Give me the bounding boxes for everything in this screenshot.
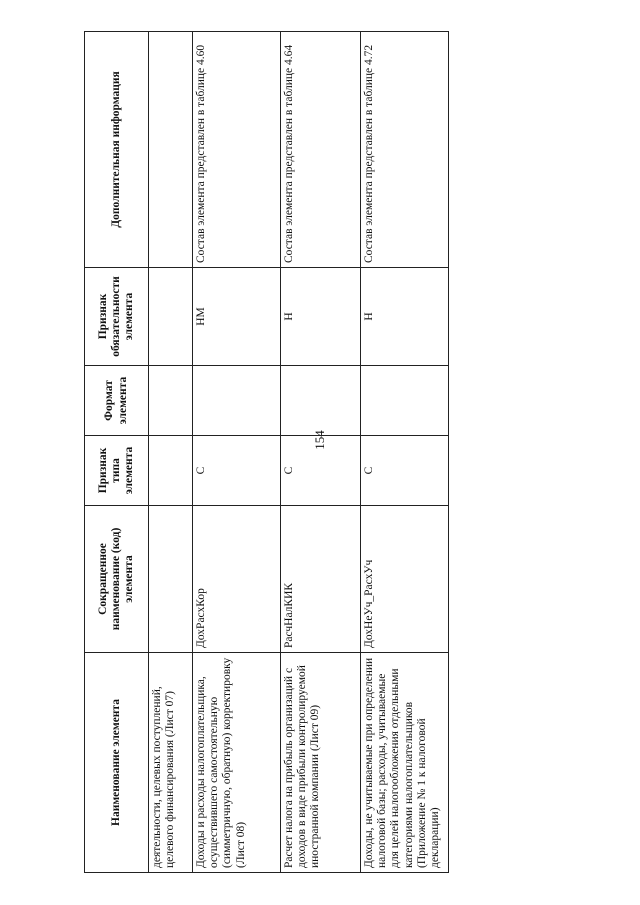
header-info: Дополнительная информация [85,32,149,268]
cell-name: деятельности, целевых поступлений, целевого финансирования (Лист 07) [149,653,193,873]
table-header-row [85,32,149,873]
cell-type [149,436,193,506]
cell-format [281,366,361,436]
cell-required: Н [361,268,449,366]
table-row [361,32,449,873]
cell-code: ДохНеУч_РасхУч [361,506,449,653]
cell-code: ДохРасхКор [193,506,281,653]
rotated-table-frame [84,32,448,873]
cell-code: РасчНалКИК [281,506,361,653]
cell-format [193,366,281,436]
cell-info: Состав элемента представлен в таблице 4.64 [281,32,361,268]
cell-info: Состав элемента представлен в таблице 4.60 [193,32,281,268]
elements-table [84,31,449,873]
cell-name: Расчет налога на прибыль организаций с доходов в виде прибыли контролируемой иностранной компании (Лист 09) [281,653,361,873]
cell-required: Н [281,268,361,366]
table-container [84,32,448,873]
table-row [149,32,193,873]
header-type: Признак типа элемента [85,436,149,506]
page-number: 154 [312,430,327,450]
cell-code [149,506,193,653]
cell-required: НМ [193,268,281,366]
header-format: Формат элемента [85,366,149,436]
cell-info: Состав элемента представлен в таблице 4.72 [361,32,449,268]
cell-required [149,268,193,366]
cell-type: С [361,436,449,506]
cell-format [149,366,193,436]
header-name: Наименование элемента [85,653,149,873]
header-code: Сокращенное наименование (код) элемента [85,506,149,653]
cell-name: Доходы и расходы налогоплательщика, осуществившего самостоятельную (симметричную, обратную) корректировку (Лист 08) [193,653,281,873]
table-row [281,32,361,873]
header-required: Признак обязательности элемента [85,268,149,366]
table-row [193,32,281,873]
cell-info [149,32,193,268]
cell-type: С [281,436,361,506]
cell-format [361,366,449,436]
cell-type: С [193,436,281,506]
cell-name: Доходы, не учитываемые при определении налоговой базы; расходы, учитываемые для целей налогообложения отдельными категориями налогоплательщиков (Приложение № 1 к налоговой декларации) [361,653,449,873]
